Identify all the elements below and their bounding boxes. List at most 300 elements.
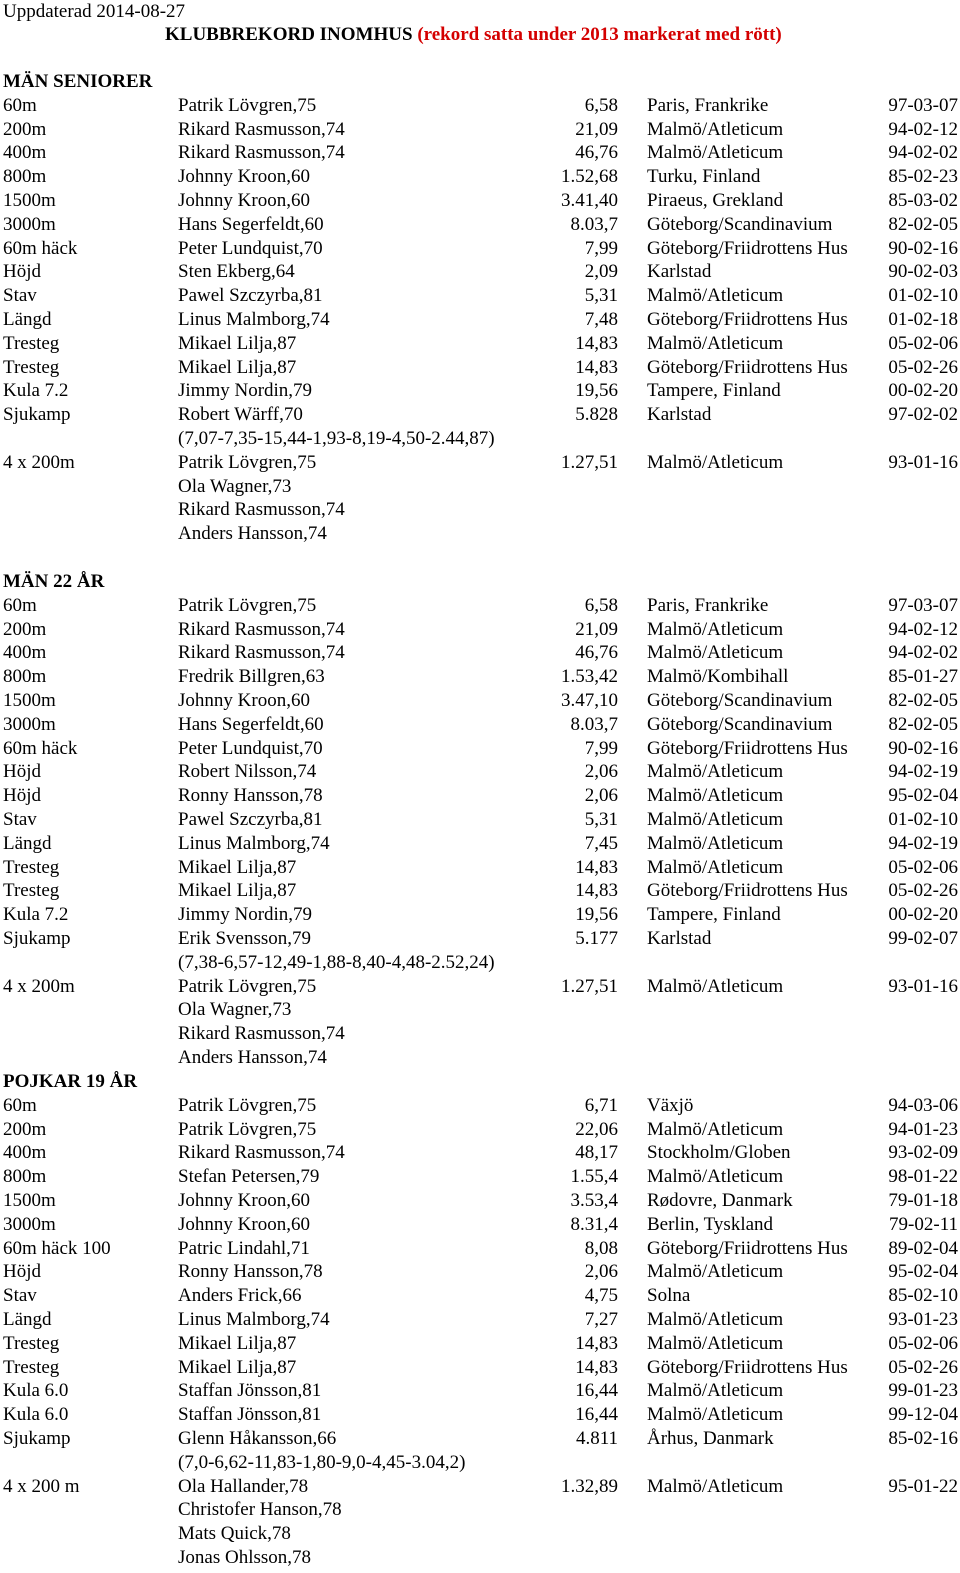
record-row: [3, 903, 958, 927]
result-cell: 3.47,10: [561, 689, 618, 711]
record-row: [3, 1546, 958, 1570]
date-cell: 94-01-23: [888, 1118, 958, 1140]
record-row: [3, 927, 958, 951]
result-cell: 1.32,89: [561, 1475, 618, 1497]
place-cell: Malmö/Atleticum: [647, 1380, 784, 1402]
result-cell: 8,08: [584, 1237, 618, 1259]
result-cell: 1.27,51: [561, 451, 618, 473]
date-cell: 85-02-23: [888, 166, 958, 188]
place-cell: Malmö/Atleticum: [647, 1118, 784, 1140]
place-cell: Malmö/Atleticum: [647, 808, 784, 830]
event-cell: 1500m: [3, 689, 56, 711]
event-cell: Tresteg: [3, 356, 60, 378]
title-note: (rekord satta under 2013 markerat med rött): [417, 24, 782, 45]
event-cell: Tresteg: [3, 856, 60, 878]
place-cell: Malmö/Atleticum: [647, 285, 784, 307]
name-cell: Patrik Lövgren,75: [178, 594, 317, 616]
place-cell: Göteborg/Scandinavium: [647, 713, 833, 735]
place-cell: Malmö/Atleticum: [647, 642, 784, 664]
place-cell: Stockholm/Globen: [647, 1142, 791, 1164]
result-cell: 14,83: [575, 356, 618, 378]
record-row: [3, 1046, 958, 1070]
place-cell: Berlin, Tyskland: [647, 1213, 774, 1235]
event-cell: Kula 6.0: [3, 1404, 69, 1426]
name-cell: (7,0-6,62-11,83-1,80-9,0-4,45-3.04,2): [178, 1451, 466, 1473]
event-cell: Kula 7.2: [3, 904, 69, 926]
result-cell: 46,76: [575, 142, 618, 164]
place-cell: Paris, Frankrike: [647, 94, 769, 116]
place-cell: Malmö/Atleticum: [647, 1166, 784, 1188]
record-row: [3, 213, 958, 237]
event-cell: Stav: [3, 808, 37, 830]
name-cell: Stefan Petersen,79: [178, 1166, 320, 1188]
section-man-22: [3, 570, 958, 1070]
record-row: [3, 1189, 958, 1213]
date-cell: 94-02-12: [888, 118, 958, 140]
place-cell: Malmö/Atleticum: [647, 142, 784, 164]
place-cell: Malmö/Atleticum: [647, 451, 784, 473]
record-row: [3, 689, 958, 713]
place-cell: Malmö/Atleticum: [647, 1475, 784, 1497]
result-cell: 1.52,68: [561, 166, 618, 188]
date-cell: 93-01-23: [888, 1308, 958, 1330]
place-cell: Malmö/Atleticum: [647, 975, 784, 997]
record-row: [3, 1165, 958, 1189]
name-cell: Johnny Kroon,60: [178, 166, 310, 188]
date-cell: 90-02-16: [888, 737, 958, 759]
place-cell: Malmö/Atleticum: [647, 1308, 784, 1330]
record-row: [3, 451, 958, 475]
date-cell: 97-03-07: [888, 94, 958, 116]
name-cell: Pawel Szczyrba,81: [178, 285, 323, 307]
place-cell: Malmö/Atleticum: [647, 856, 784, 878]
record-row: [3, 594, 958, 618]
event-cell: Tresteg: [3, 1356, 60, 1378]
record-row: [3, 1094, 958, 1118]
record-row: [3, 475, 958, 499]
name-cell: Patrik Lövgren,75: [178, 94, 317, 116]
result-cell: 6,71: [584, 1094, 618, 1116]
name-cell: Jimmy Nordin,79: [178, 380, 313, 402]
date-cell: 82-02-05: [888, 213, 958, 235]
record-row: [3, 1522, 958, 1546]
result-cell: 2,06: [584, 785, 618, 807]
result-cell: 5,31: [584, 808, 618, 830]
name-cell: Ola Wagner,73: [178, 999, 292, 1021]
record-row: [3, 260, 958, 284]
event-cell: Sjukamp: [3, 404, 71, 426]
name-cell: Rikard Rasmusson,74: [178, 142, 345, 164]
event-cell: Tresteg: [3, 332, 60, 354]
name-cell: Johnny Kroon,60: [178, 189, 310, 211]
date-cell: 94-02-02: [888, 142, 958, 164]
date-cell: 98-01-22: [888, 1166, 958, 1188]
result-cell: 6,58: [584, 594, 618, 616]
record-row: [3, 808, 958, 832]
place-cell: Malmö/Atleticum: [647, 118, 784, 140]
result-cell: 1.27,51: [561, 975, 618, 997]
name-cell: Patrik Lövgren,75: [178, 451, 317, 473]
record-row: [3, 879, 958, 903]
record-row: [3, 379, 958, 403]
name-cell: Fredrik Billgren,63: [178, 666, 325, 688]
record-row: [3, 998, 958, 1022]
event-cell: 3000m: [3, 1213, 56, 1235]
name-cell: Patrik Lövgren,75: [178, 1118, 317, 1140]
section-heading: MÄN SENIORER: [3, 71, 153, 92]
record-row: [3, 856, 958, 880]
result-cell: 4.811: [575, 1427, 618, 1449]
result-cell: 14,83: [575, 880, 618, 902]
date-cell: 94-03-06: [888, 1094, 958, 1116]
place-cell: Rødovre, Danmark: [647, 1189, 793, 1211]
result-cell: 14,83: [575, 1332, 618, 1354]
name-cell: Mikael Lilja,87: [178, 1356, 297, 1378]
name-cell: Mikael Lilja,87: [178, 332, 297, 354]
date-cell: 00-02-20: [888, 904, 958, 926]
result-cell: 7,45: [584, 832, 618, 854]
event-cell: Tresteg: [3, 1332, 60, 1354]
updated-date: Uppdaterad 2014-08-27: [3, 1, 186, 22]
event-cell: 400m: [3, 1142, 47, 1164]
record-row: [3, 1403, 958, 1427]
record-row: [3, 1022, 958, 1046]
place-cell: Paris, Frankrike: [647, 594, 769, 616]
result-cell: 14,83: [575, 332, 618, 354]
event-cell: 4 x 200 m: [3, 1475, 80, 1497]
record-row: [3, 1475, 958, 1499]
event-cell: 4 x 200m: [3, 451, 75, 473]
event-cell: 3000m: [3, 713, 56, 735]
event-cell: 3000m: [3, 213, 56, 235]
date-cell: 93-02-09: [888, 1142, 958, 1164]
result-cell: 3.53,4: [570, 1189, 618, 1211]
event-cell: Längd: [3, 1308, 52, 1330]
result-cell: 2,06: [584, 761, 618, 783]
place-cell: Karlstad: [647, 927, 712, 949]
record-row: [3, 1498, 958, 1522]
record-row: [3, 522, 958, 546]
event-cell: Sjukamp: [3, 1427, 71, 1449]
date-cell: 79-01-18: [888, 1189, 958, 1211]
record-row: [3, 1213, 958, 1237]
name-cell: Robert Wärff,70: [178, 404, 303, 426]
event-cell: 60m: [3, 594, 37, 616]
result-cell: 2,09: [584, 261, 618, 283]
date-cell: 94-02-02: [888, 642, 958, 664]
date-cell: 05-02-06: [888, 332, 958, 354]
record-row: [3, 760, 958, 784]
section-heading: POJKAR 19 ÅR: [3, 1071, 138, 1092]
name-cell: Patrik Lövgren,75: [178, 1094, 317, 1116]
result-cell: 3.41,40: [561, 189, 618, 211]
date-cell: 89-02-04: [888, 1237, 958, 1259]
event-cell: Kula 6.0: [3, 1380, 69, 1402]
section-pojkar-19: [3, 1070, 958, 1570]
event-cell: 200m: [3, 118, 47, 140]
date-cell: 97-03-07: [888, 594, 958, 616]
event-cell: Kula 7.2: [3, 380, 69, 402]
date-cell: 99-01-23: [888, 1380, 958, 1402]
place-cell: Malmö/Atleticum: [647, 761, 784, 783]
date-cell: 82-02-05: [888, 689, 958, 711]
event-cell: 200m: [3, 618, 47, 640]
record-row: [3, 189, 958, 213]
place-cell: Malmö/Atleticum: [647, 832, 784, 854]
record-row: [3, 165, 958, 189]
date-cell: 85-02-10: [888, 1285, 958, 1307]
name-cell: Johnny Kroon,60: [178, 1189, 310, 1211]
result-cell: 6,58: [584, 94, 618, 116]
name-cell: Rikard Rasmusson,74: [178, 118, 345, 140]
date-cell: 01-02-18: [888, 308, 958, 330]
record-row: [3, 1379, 958, 1403]
place-cell: Göteborg/Friidrottens Hus: [647, 880, 848, 902]
place-cell: Karlstad: [647, 404, 712, 426]
date-cell: 05-02-06: [888, 1332, 958, 1354]
record-row: [3, 332, 958, 356]
record-row: [3, 141, 958, 165]
record-row: [3, 1427, 958, 1451]
record-row: [3, 1332, 958, 1356]
name-cell: (7,38-6,57-12,49-1,88-8,40-4,48-2.52,24): [178, 951, 495, 973]
name-cell: Glenn Håkansson,66: [178, 1427, 337, 1449]
record-row: [3, 784, 958, 808]
event-cell: 60m häck 100: [3, 1237, 111, 1259]
event-cell: Höjd: [3, 761, 41, 783]
name-cell: Linus Malmborg,74: [178, 1308, 330, 1330]
name-cell: Anders Hansson,74: [178, 1046, 327, 1068]
date-cell: 94-02-12: [888, 618, 958, 640]
record-row: [3, 1237, 958, 1261]
date-cell: 05-02-26: [888, 356, 958, 378]
result-cell: 4,75: [584, 1285, 618, 1307]
event-cell: 800m: [3, 166, 47, 188]
date-cell: 99-02-07: [888, 927, 958, 949]
date-cell: 94-02-19: [888, 832, 958, 854]
result-cell: 8.03,7: [570, 213, 618, 235]
date-cell: 85-02-16: [888, 1427, 958, 1449]
result-cell: 7,27: [584, 1308, 618, 1330]
date-cell: 85-01-27: [888, 666, 958, 688]
date-cell: 82-02-05: [888, 713, 958, 735]
name-cell: Peter Lundquist,70: [178, 237, 323, 259]
date-cell: 05-02-06: [888, 856, 958, 878]
record-row: [3, 284, 958, 308]
record-row: [3, 1118, 958, 1142]
record-row: [3, 403, 958, 427]
event-cell: Längd: [3, 832, 52, 854]
section-heading: MÄN 22 ÅR: [3, 571, 105, 592]
date-cell: 85-03-02: [888, 189, 958, 211]
date-cell: 95-02-04: [888, 785, 958, 807]
name-cell: Jonas Ohlsson,78: [178, 1546, 312, 1568]
name-cell: Ronny Hansson,78: [178, 1261, 323, 1283]
record-row: [3, 737, 958, 761]
name-cell: Rikard Rasmusson,74: [178, 642, 345, 664]
place-cell: Göteborg/Friidrottens Hus: [647, 737, 848, 759]
event-cell: Sjukamp: [3, 927, 71, 949]
date-cell: 95-01-22: [888, 1475, 958, 1497]
name-cell: Jimmy Nordin,79: [178, 904, 313, 926]
record-row: [3, 665, 958, 689]
title-main: KLUBBREKORD INOMHUS: [165, 24, 418, 45]
date-cell: 95-02-04: [888, 1261, 958, 1283]
name-cell: Ola Wagner,73: [178, 475, 292, 497]
name-cell: Pawel Szczyrba,81: [178, 808, 323, 830]
page-title: [165, 23, 782, 47]
date-cell: 01-02-10: [888, 285, 958, 307]
name-cell: Rikard Rasmusson,74: [178, 499, 345, 521]
name-cell: Ola Hallander,78: [178, 1475, 309, 1497]
event-cell: Tresteg: [3, 880, 60, 902]
date-cell: 01-02-10: [888, 808, 958, 830]
place-cell: Malmö/Atleticum: [647, 332, 784, 354]
record-row: [3, 1308, 958, 1332]
result-cell: 5.177: [575, 927, 618, 949]
date-cell: 97-02-02: [888, 404, 958, 426]
result-cell: 5,31: [584, 285, 618, 307]
record-row: [3, 1356, 958, 1380]
date-cell: 79-02-11: [889, 1213, 958, 1235]
place-cell: Piraeus, Grekland: [647, 189, 784, 211]
record-row: [3, 356, 958, 380]
date-cell: 99-12-04: [888, 1404, 958, 1426]
date-cell: 94-02-19: [888, 761, 958, 783]
event-cell: Längd: [3, 308, 52, 330]
event-cell: 60m: [3, 94, 37, 116]
event-cell: 60m häck: [3, 237, 78, 259]
event-cell: 200m: [3, 1118, 47, 1140]
name-cell: Patric Lindahl,71: [178, 1237, 310, 1259]
name-cell: Johnny Kroon,60: [178, 1213, 310, 1235]
place-cell: Malmö/Atleticum: [647, 1261, 784, 1283]
name-cell: Mikael Lilja,87: [178, 1332, 297, 1354]
place-cell: Malmö/Kombihall: [647, 666, 789, 688]
result-cell: 19,56: [575, 904, 618, 926]
place-cell: Århus, Danmark: [647, 1427, 774, 1449]
place-cell: Malmö/Atleticum: [647, 1404, 784, 1426]
result-cell: 1.53,42: [561, 666, 618, 688]
name-cell: Linus Malmborg,74: [178, 308, 330, 330]
place-cell: Göteborg/Friidrottens Hus: [647, 356, 848, 378]
record-row: [3, 641, 958, 665]
result-cell: 21,09: [575, 118, 618, 140]
result-cell: 1.55,4: [570, 1166, 618, 1188]
event-cell: 800m: [3, 666, 47, 688]
name-cell: Hans Segerfeldt,60: [178, 213, 324, 235]
place-cell: Malmö/Atleticum: [647, 785, 784, 807]
result-cell: 21,09: [575, 618, 618, 640]
event-cell: 800m: [3, 1166, 47, 1188]
result-cell: 19,56: [575, 380, 618, 402]
result-cell: 16,44: [575, 1380, 618, 1402]
record-row: [3, 427, 958, 451]
place-cell: Göteborg/Friidrottens Hus: [647, 1237, 848, 1259]
name-cell: Sten Ekberg,64: [178, 261, 295, 283]
record-row: [3, 498, 958, 522]
name-cell: Staffan Jönsson,81: [178, 1404, 322, 1426]
date-cell: 90-02-16: [888, 237, 958, 259]
record-row: [3, 975, 958, 999]
place-cell: Göteborg/Friidrottens Hus: [647, 237, 848, 259]
place-cell: Malmö/Atleticum: [647, 618, 784, 640]
place-cell: Karlstad: [647, 261, 712, 283]
name-cell: Mats Quick,78: [178, 1523, 291, 1545]
record-row: [3, 618, 958, 642]
record-row: [3, 237, 958, 261]
result-cell: 14,83: [575, 856, 618, 878]
place-cell: Göteborg/Friidrottens Hus: [647, 308, 848, 330]
section-man-seniorer: [3, 70, 958, 546]
result-cell: 5.828: [575, 404, 618, 426]
event-cell: Höjd: [3, 785, 41, 807]
name-cell: Staffan Jönsson,81: [178, 1380, 322, 1402]
event-cell: 1500m: [3, 189, 56, 211]
result-cell: 46,76: [575, 642, 618, 664]
record-row: [3, 308, 958, 332]
name-cell: Rikard Rasmusson,74: [178, 1142, 345, 1164]
event-cell: Stav: [3, 1285, 37, 1307]
event-cell: 60m: [3, 1094, 37, 1116]
name-cell: Mikael Lilja,87: [178, 356, 297, 378]
result-cell: 8.03,7: [570, 713, 618, 735]
event-cell: Höjd: [3, 261, 41, 283]
name-cell: (7,07-7,35-15,44-1,93-8,19-4,50-2.44,87): [178, 427, 495, 449]
place-cell: Malmö/Atleticum: [647, 1332, 784, 1354]
record-row: [3, 951, 958, 975]
event-cell: 1500m: [3, 1189, 56, 1211]
record-row: [3, 713, 958, 737]
result-cell: 22,06: [575, 1118, 618, 1140]
name-cell: Christofer Hanson,78: [178, 1499, 342, 1521]
result-cell: 7,99: [584, 737, 618, 759]
event-cell: Stav: [3, 285, 37, 307]
record-row: [3, 1284, 958, 1308]
place-cell: Växjö: [647, 1094, 694, 1116]
name-cell: Erik Svensson,79: [178, 927, 311, 949]
date-cell: 93-01-16: [888, 975, 958, 997]
result-cell: 2,06: [584, 1261, 618, 1283]
name-cell: Patrik Lövgren,75: [178, 975, 317, 997]
date-cell: 05-02-26: [888, 1356, 958, 1378]
name-cell: Mikael Lilja,87: [178, 880, 297, 902]
result-cell: 48,17: [575, 1142, 618, 1164]
date-cell: 05-02-26: [888, 880, 958, 902]
name-cell: Anders Frick,66: [178, 1285, 302, 1307]
place-cell: Göteborg/Scandinavium: [647, 689, 833, 711]
record-row: [3, 1141, 958, 1165]
record-row: [3, 1260, 958, 1284]
result-cell: 8.31,4: [570, 1213, 618, 1235]
name-cell: Linus Malmborg,74: [178, 832, 330, 854]
name-cell: Anders Hansson,74: [178, 523, 327, 545]
name-cell: Mikael Lilja,87: [178, 856, 297, 878]
record-row: [3, 1451, 958, 1475]
place-cell: Turku, Finland: [647, 166, 761, 188]
name-cell: Rikard Rasmusson,74: [178, 618, 345, 640]
event-cell: 4 x 200m: [3, 975, 75, 997]
result-cell: 7,99: [584, 237, 618, 259]
result-cell: 14,83: [575, 1356, 618, 1378]
place-cell: Solna: [647, 1285, 691, 1307]
name-cell: Peter Lundquist,70: [178, 737, 323, 759]
record-row: [3, 94, 958, 118]
event-cell: Höjd: [3, 1261, 41, 1283]
place-cell: Göteborg/Scandinavium: [647, 213, 833, 235]
record-row: [3, 118, 958, 142]
place-cell: Göteborg/Friidrottens Hus: [647, 1356, 848, 1378]
